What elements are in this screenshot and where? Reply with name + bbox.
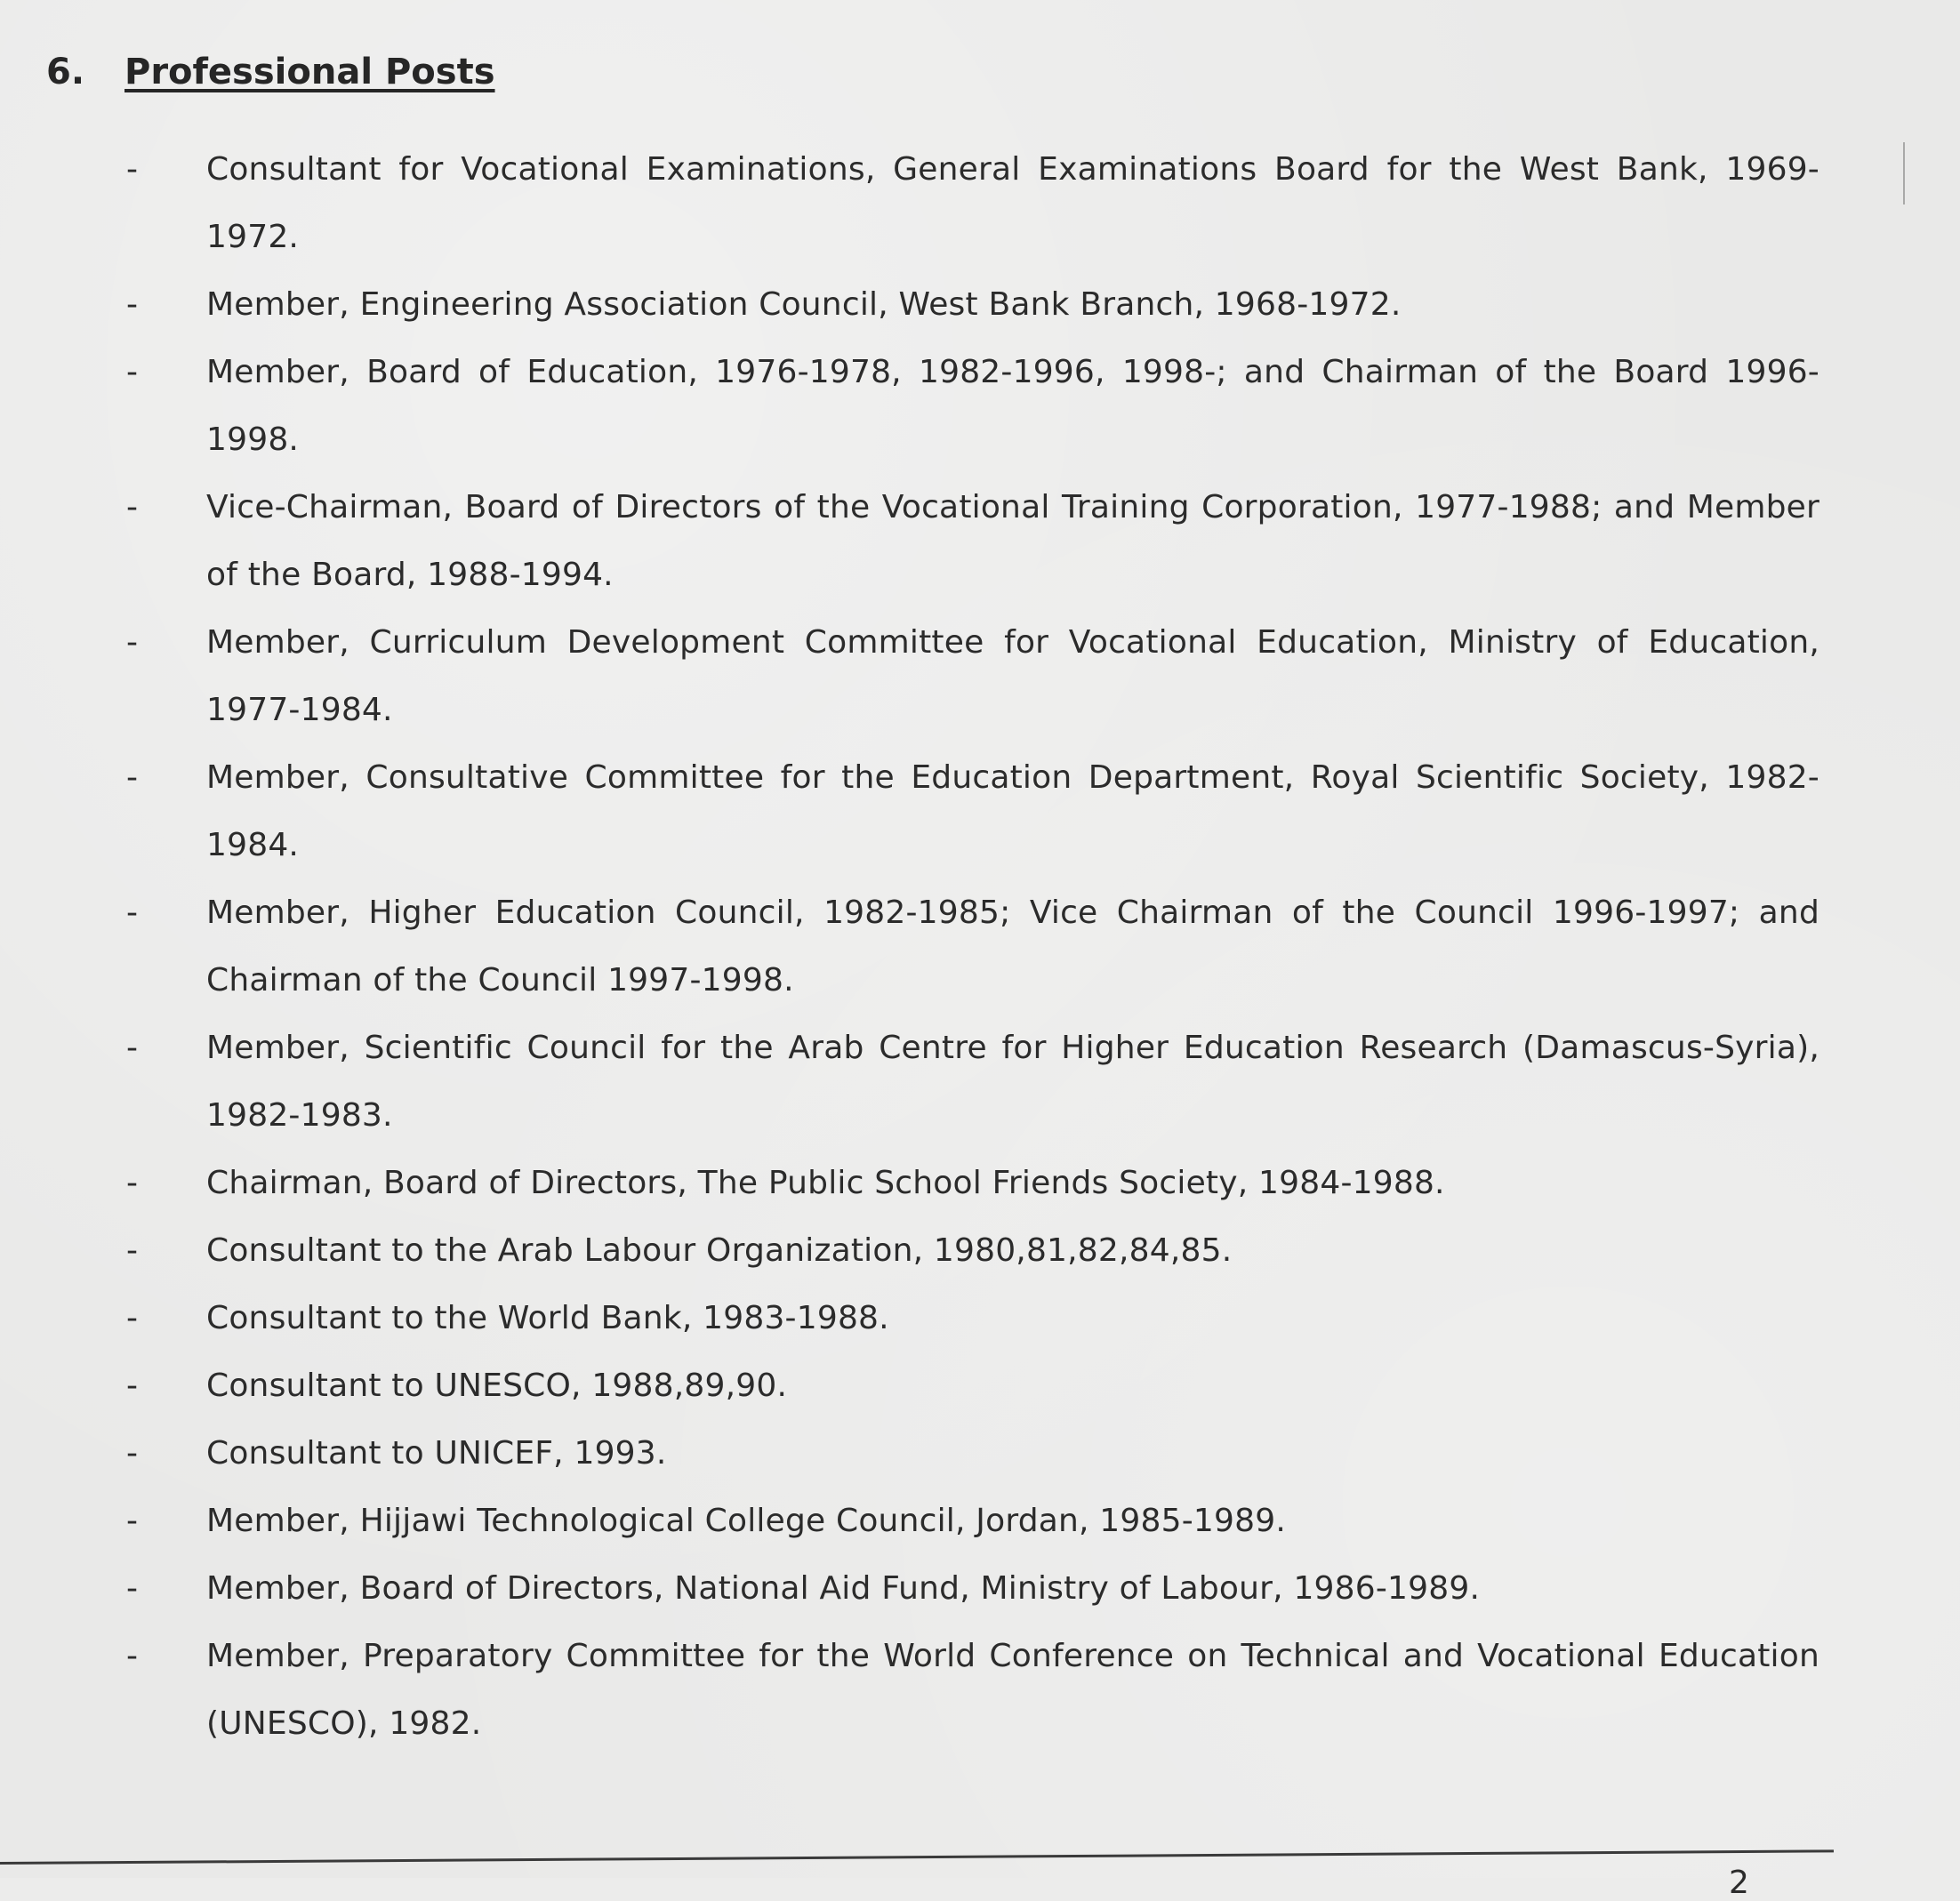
bullet-dash-icon: - (126, 1570, 138, 1607)
bullet-dash-icon: - (126, 624, 138, 661)
list-item-text: Consultant to UNICEF, 1993. (206, 1435, 667, 1472)
bullet-dash-icon: - (126, 1030, 138, 1066)
professional-posts-list (0, 136, 1960, 1758)
bullet-dash-icon: - (126, 286, 138, 323)
list-item-text: Consultant to the Arab Labour Organization, 1980,81,82,84,85. (206, 1232, 1233, 1269)
list-item (0, 609, 1960, 744)
section-number: 6. (46, 52, 85, 92)
list-item-text: Member, Board of Education, 1976-1978, 1982-1996, 1998-; and Chairman of the Board 1996-1998. (206, 354, 1819, 458)
bullet-dash-icon: - (126, 489, 138, 525)
section-title: Professional Posts (125, 52, 495, 92)
list-item (0, 1488, 1960, 1555)
list-item-text: Member, Scientific Council for the Arab Centre for Higher Education Research (Damascus-Syria), 1982-1983. (206, 1030, 1819, 1134)
bullet-dash-icon: - (126, 1638, 138, 1674)
list-item (0, 1420, 1960, 1488)
bullet-dash-icon: - (126, 151, 138, 188)
bullet-dash-icon: - (126, 894, 138, 931)
bullet-dash-icon: - (126, 354, 138, 390)
list-item-text: Member, Board of Directors, National Aid Fund, Ministry of Labour, 1986-1989. (206, 1570, 1481, 1607)
list-item-text: Member, Consultative Committee for the Education Department, Royal Scientific Society, 1982-1984. (206, 759, 1819, 863)
bullet-dash-icon: - (126, 1503, 138, 1539)
list-item (0, 1352, 1960, 1420)
list-item-text: Consultant to the World Bank, 1983-1988. (206, 1300, 889, 1336)
page-number: 2 (1729, 1865, 1749, 1901)
bullet-dash-icon: - (126, 1300, 138, 1336)
list-item (0, 1150, 1960, 1217)
list-item (0, 1217, 1960, 1285)
section-heading (46, 52, 495, 92)
list-item (0, 1015, 1960, 1150)
list-item-text: Member, Preparatory Committee for the World Conference on Technical and Vocational Education (UNESCO), 1982. (206, 1638, 1819, 1742)
list-item-text: Member, Higher Education Council, 1982-1985; Vice Chairman of the Council 1996-1997; and Chairman of the Council 1997-1998. (206, 894, 1819, 999)
list-item (0, 1285, 1960, 1352)
list-item-text: Consultant to UNESCO, 1988,89,90. (206, 1368, 788, 1404)
list-item-text: Chairman, Board of Directors, The Public School Friends Society, 1984-1988. (206, 1165, 1445, 1201)
list-item-text: Member, Engineering Association Council, West Bank Branch, 1968-1972. (206, 286, 1402, 323)
bullet-dash-icon: - (126, 1435, 138, 1472)
list-item (0, 474, 1960, 609)
list-item (0, 136, 1960, 271)
footer-rule (0, 1849, 1834, 1865)
list-item (0, 271, 1960, 339)
list-item-text: Member, Hijjawi Technological College Council, Jordan, 1985-1989. (206, 1503, 1286, 1539)
list-item (0, 339, 1960, 474)
bullet-dash-icon: - (126, 1368, 138, 1404)
list-item (0, 1555, 1960, 1623)
list-item (0, 744, 1960, 879)
list-item (0, 879, 1960, 1015)
list-item-text: Vice-Chairman, Board of Directors of the Vocational Training Corporation, 1977-1988; and Member of the Board, 1988-1994. (206, 489, 1819, 593)
list-item (0, 1623, 1960, 1758)
bullet-dash-icon: - (126, 759, 138, 796)
bullet-dash-icon: - (126, 1165, 138, 1201)
list-item-text: Consultant for Vocational Examinations, General Examinations Board for the West Bank, 1969-1972. (206, 151, 1819, 255)
list-item-text: Member, Curriculum Development Committee for Vocational Education, Ministry of Education, 1977-1984. (206, 624, 1819, 728)
bullet-dash-icon: - (126, 1232, 138, 1269)
